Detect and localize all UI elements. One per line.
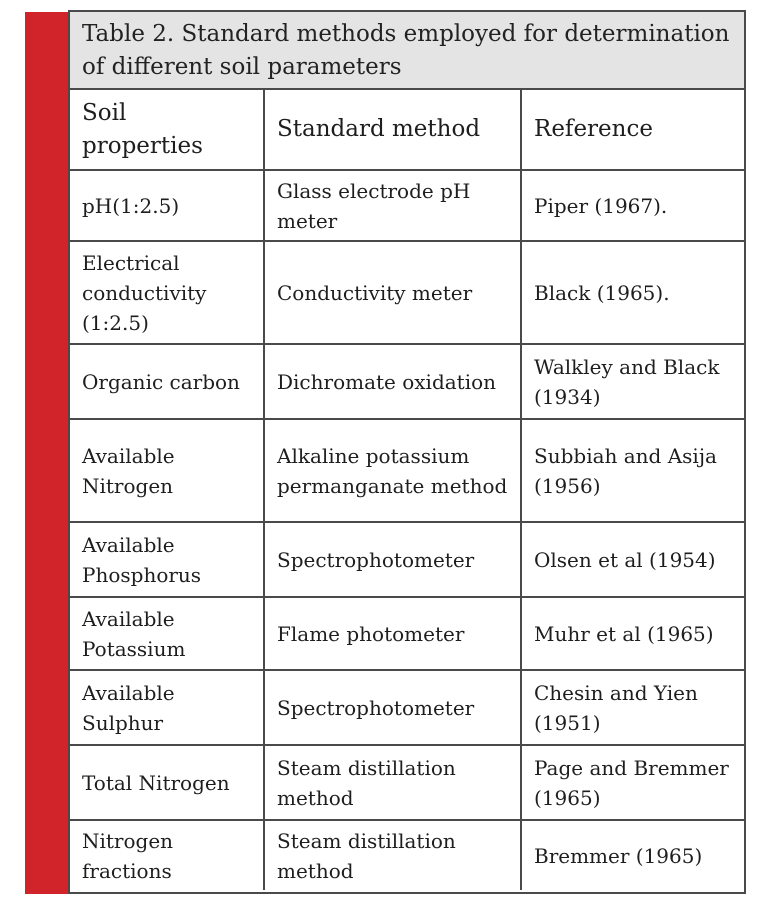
cell-property: Organic carbon (70, 344, 264, 419)
cell-method: Steam distillation method (264, 820, 521, 890)
header-standard-method: Standard method (264, 90, 521, 170)
cell-reference: Subbiah and Asija (1956) (521, 419, 746, 522)
table-row (70, 522, 746, 597)
accent-bar (25, 12, 69, 894)
cell-reference: Walkley and Black (1934) (521, 344, 746, 419)
cell-method: Flame photometer (264, 597, 521, 670)
cell-reference: Bremmer (1965) (534, 843, 703, 868)
methods-table (70, 90, 746, 890)
table-caption: Table 2. Standard methods employed for determination of different soil parameters (70, 12, 744, 90)
cell-method: Alkaline potassium permanganate method (264, 419, 521, 522)
table-row (70, 241, 746, 344)
cell-reference: Piper (1967). (521, 170, 746, 241)
cell-reference: Olsen et al (1954) (521, 522, 746, 597)
table-row (70, 170, 746, 241)
table-row (70, 820, 746, 890)
cell-method: Conductivity meter (264, 241, 521, 344)
table-row (70, 597, 746, 670)
methods-table-container (68, 10, 746, 894)
cell-reference: Page and Bremmer (1965) (521, 745, 746, 820)
cell-property: Available Phosphorus (70, 522, 264, 597)
table-row (70, 419, 746, 522)
cell-property: Nitrogen fractions (70, 820, 264, 890)
cell-method: Spectrophotometer (264, 670, 521, 745)
header-row (70, 90, 746, 170)
table-row (70, 745, 746, 820)
cell-property: pH(1:2.5) (70, 170, 264, 241)
cell-property: Available Potassium (70, 597, 264, 670)
cell-property: Electrical conductivity (1:2.5) (70, 241, 264, 344)
cell-reference: Muhr et al (1965) (521, 597, 746, 670)
cell-property: Available Sulphur (70, 670, 264, 745)
cell-property: Available Nitrogen (70, 419, 264, 522)
header-soil-properties: Soil properties (70, 90, 264, 170)
table-row (70, 670, 746, 745)
cell-method: Steam distillation method (264, 745, 521, 820)
cell-reference: Chesin and Yien (1951) (521, 670, 746, 745)
cell-property: Total Nitrogen (70, 745, 264, 820)
cell-reference: Black (1965). (521, 241, 746, 344)
cell-method: Glass electrode pH meter (264, 170, 521, 241)
cell-method: Spectrophotometer (264, 522, 521, 597)
cell-method: Dichromate oxidation (264, 344, 521, 419)
table-row (70, 344, 746, 419)
header-reference: Reference (521, 90, 746, 170)
